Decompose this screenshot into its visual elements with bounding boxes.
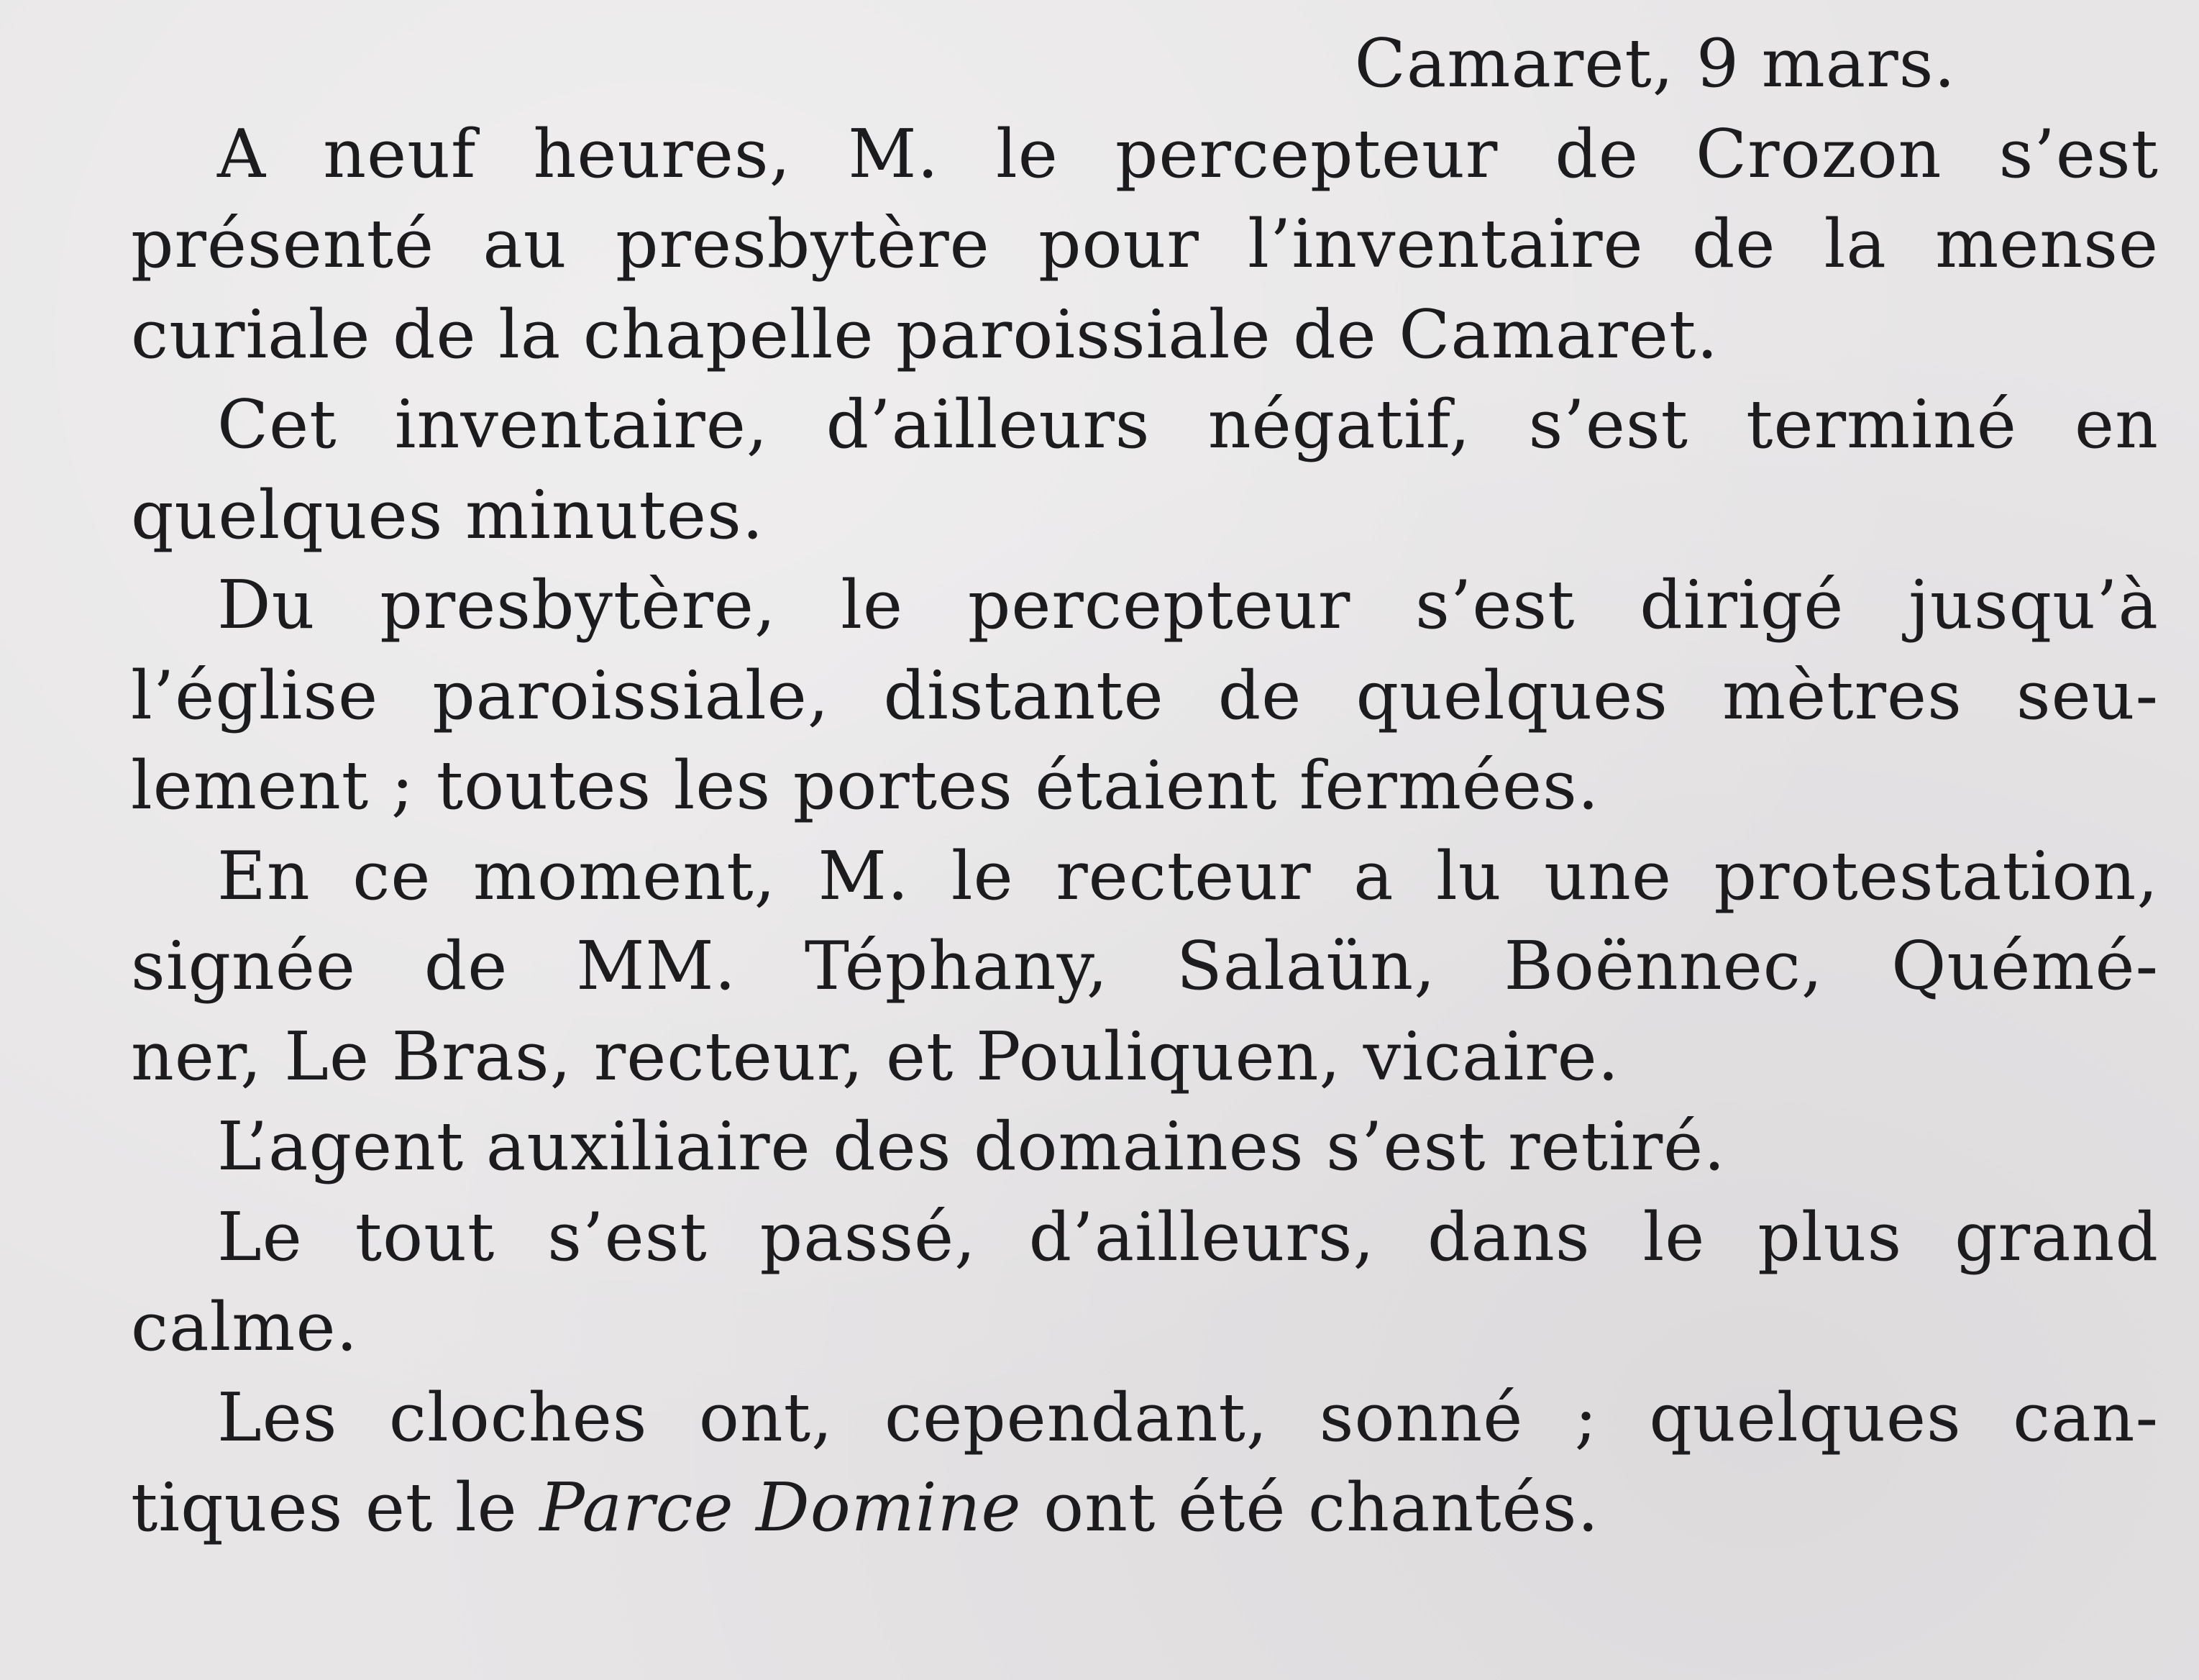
paragraph-3-line-3: lement ; toutes les portes étaient fermées. xyxy=(131,747,1600,824)
dateline: Camaret, 9 mars. xyxy=(1354,24,1956,102)
paragraph-3-line-1: Du presbytère, le percepteur s’est dirigé jusqu’à xyxy=(217,566,2159,644)
paragraph-1-line-2: présenté au presbytère pour l’inventaire de la mense xyxy=(131,205,2159,283)
paragraph-6-line-1: Le tout s’est passé, d’ailleurs, dans le plus grand xyxy=(217,1197,2159,1276)
paragraph-2-line-2: quelques minutes. xyxy=(131,475,764,554)
paragraph-5-line-1: L’agent auxiliaire des domaines s’est retiré. xyxy=(217,1108,1726,1185)
parce-domine-italic: Parce Domine xyxy=(539,1469,1022,1546)
paragraph-3-line-2: l’église paroissiale, distante de quelques mètres seu- xyxy=(131,656,2159,734)
paragraph-7-line-2-after: ont été chantés. xyxy=(1021,1469,1600,1546)
paragraph-4-line-1: En ce moment, M. le recteur a lu une protestation, xyxy=(217,836,2159,915)
paragraph-1-line-1: A neuf heures, M. le percepteur de Crozon s’est xyxy=(217,114,2159,193)
paragraph-2-line-1: Cet inventaire, d’ailleurs négatif, s’est terminé en xyxy=(217,385,2159,463)
paragraph-6-line-2: calme. xyxy=(131,1288,359,1366)
paragraph-7-line-2 xyxy=(131,1463,2159,1553)
paragraph-7-line-1: Les cloches ont, cependant, sonné ; quelques can- xyxy=(217,1378,2159,1456)
paragraph-4-line-3: ner, Le Bras, recteur, et Pouliquen, vicaire. xyxy=(131,1017,1620,1095)
paragraph-1-line-3: curiale de la chapelle paroissiale de Camaret. xyxy=(131,295,1719,373)
article-text xyxy=(131,19,2159,1553)
paragraph-7-line-2-before: tiques et le xyxy=(131,1469,540,1546)
paragraph-4-line-2: signée de MM. Téphany, Salaün, Boënnec, Quémé- xyxy=(131,927,2159,1005)
